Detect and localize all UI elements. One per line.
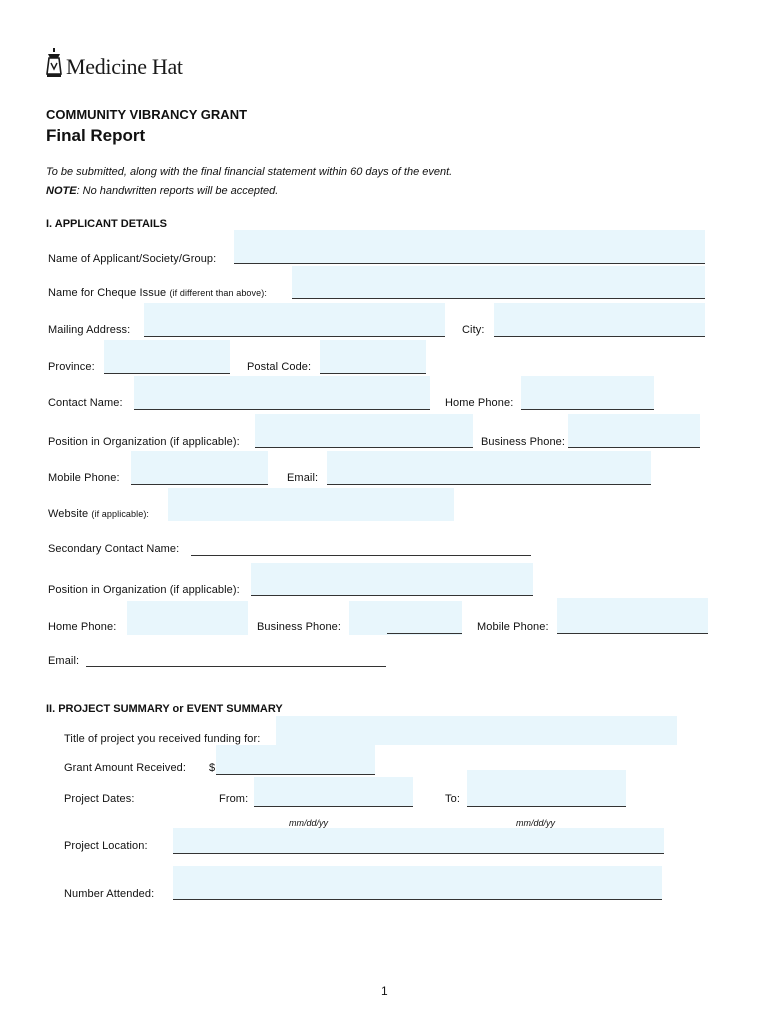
- position-field[interactable]: [255, 414, 473, 448]
- label-to: To:: [445, 793, 460, 805]
- contact-name-field[interactable]: [134, 376, 430, 410]
- label-business-phone-2: Business Phone:: [257, 621, 342, 633]
- name-cheque-field[interactable]: [292, 266, 705, 299]
- email-2-field[interactable]: [86, 666, 386, 667]
- label-contact-name: Contact Name:: [48, 397, 123, 409]
- email-field[interactable]: [327, 451, 651, 485]
- label-grant-amount: Grant Amount Received:: [64, 762, 187, 774]
- intro-text: To be submitted, along with the final financial statement within 60 days of the event.: [46, 166, 453, 178]
- date-from-field[interactable]: [254, 777, 413, 807]
- website-field[interactable]: [168, 488, 454, 521]
- label-email-2: Email:: [48, 655, 80, 667]
- label-mailing-address: Mailing Address:: [48, 324, 131, 336]
- date-format-to: mm/dd/yy: [516, 818, 556, 828]
- label-city: City:: [462, 324, 485, 336]
- note-line: [46, 185, 278, 197]
- label-project-location: Project Location:: [64, 840, 148, 852]
- label-secondary-contact: Secondary Contact Name:: [48, 543, 180, 555]
- label-name-cheque-text: Name for Cheque Issue: [48, 287, 167, 299]
- label-position: Position in Organization (if applicable):: [48, 436, 240, 448]
- label-postal-code: Postal Code:: [247, 361, 312, 373]
- page-number: 1: [381, 984, 388, 998]
- label-name-cheque: [48, 287, 267, 299]
- mobile-phone-field[interactable]: [131, 451, 268, 485]
- note-text: : No handwritten reports will be accepted.: [76, 185, 279, 197]
- label-from: From:: [219, 793, 249, 805]
- label-mobile-phone: Mobile Phone:: [48, 472, 120, 484]
- postal-code-field[interactable]: [320, 340, 426, 374]
- business-phone-field[interactable]: [568, 414, 700, 448]
- mobile-phone-2-field[interactable]: [557, 598, 708, 634]
- position-2-field[interactable]: [251, 563, 533, 596]
- date-format-from: mm/dd/yy: [289, 818, 329, 828]
- section-project-heading: II. PROJECT SUMMARY or EVENT SUMMARY: [46, 703, 283, 715]
- home-phone-2-field[interactable]: [127, 601, 248, 635]
- province-field[interactable]: [104, 340, 230, 374]
- mailing-address-field[interactable]: [144, 303, 445, 337]
- label-email: Email:: [287, 472, 319, 484]
- label-position-2: Position in Organization (if applicable):: [48, 584, 240, 596]
- date-to-field[interactable]: [467, 770, 626, 807]
- label-business-phone: Business Phone:: [481, 436, 566, 448]
- note-label: NOTE: [46, 185, 77, 197]
- label-project-dates: Project Dates:: [64, 793, 135, 805]
- secondary-contact-field[interactable]: [191, 522, 531, 556]
- label-home-phone: Home Phone:: [445, 397, 514, 409]
- label-mobile-phone-2: Mobile Phone:: [477, 621, 549, 633]
- logo-text: Medicine Hat: [66, 54, 183, 79]
- name-applicant-field[interactable]: [234, 230, 705, 264]
- business-phone-2-field[interactable]: [349, 601, 462, 635]
- dollar-sign: $: [209, 762, 216, 774]
- section-applicant-heading: I. APPLICANT DETAILS: [46, 218, 167, 230]
- business-phone-2-underline: [387, 633, 462, 634]
- label-province: Province:: [48, 361, 95, 373]
- label-project-title: Title of project you received funding for:: [64, 733, 261, 745]
- project-title-field[interactable]: [276, 716, 677, 745]
- label-website-note: (if applicable):: [91, 509, 150, 519]
- lantern-logo-icon: [44, 48, 64, 80]
- city-field[interactable]: [494, 303, 705, 337]
- project-location-field[interactable]: [173, 828, 664, 854]
- form-title: Final Report: [46, 126, 146, 145]
- label-number-attended: Number Attended:: [64, 888, 155, 900]
- form-category-title: COMMUNITY VIBRANCY GRANT: [46, 107, 248, 122]
- number-attended-field[interactable]: [173, 866, 662, 900]
- grant-amount-field[interactable]: [216, 745, 375, 775]
- label-website: [48, 508, 149, 520]
- label-name-cheque-note: (if different than above):: [169, 288, 267, 298]
- label-name-applicant: Name of Applicant/Society/Group:: [48, 253, 217, 265]
- label-website-text: Website: [48, 508, 89, 520]
- home-phone-field[interactable]: [521, 376, 654, 410]
- label-home-phone-2: Home Phone:: [48, 621, 117, 633]
